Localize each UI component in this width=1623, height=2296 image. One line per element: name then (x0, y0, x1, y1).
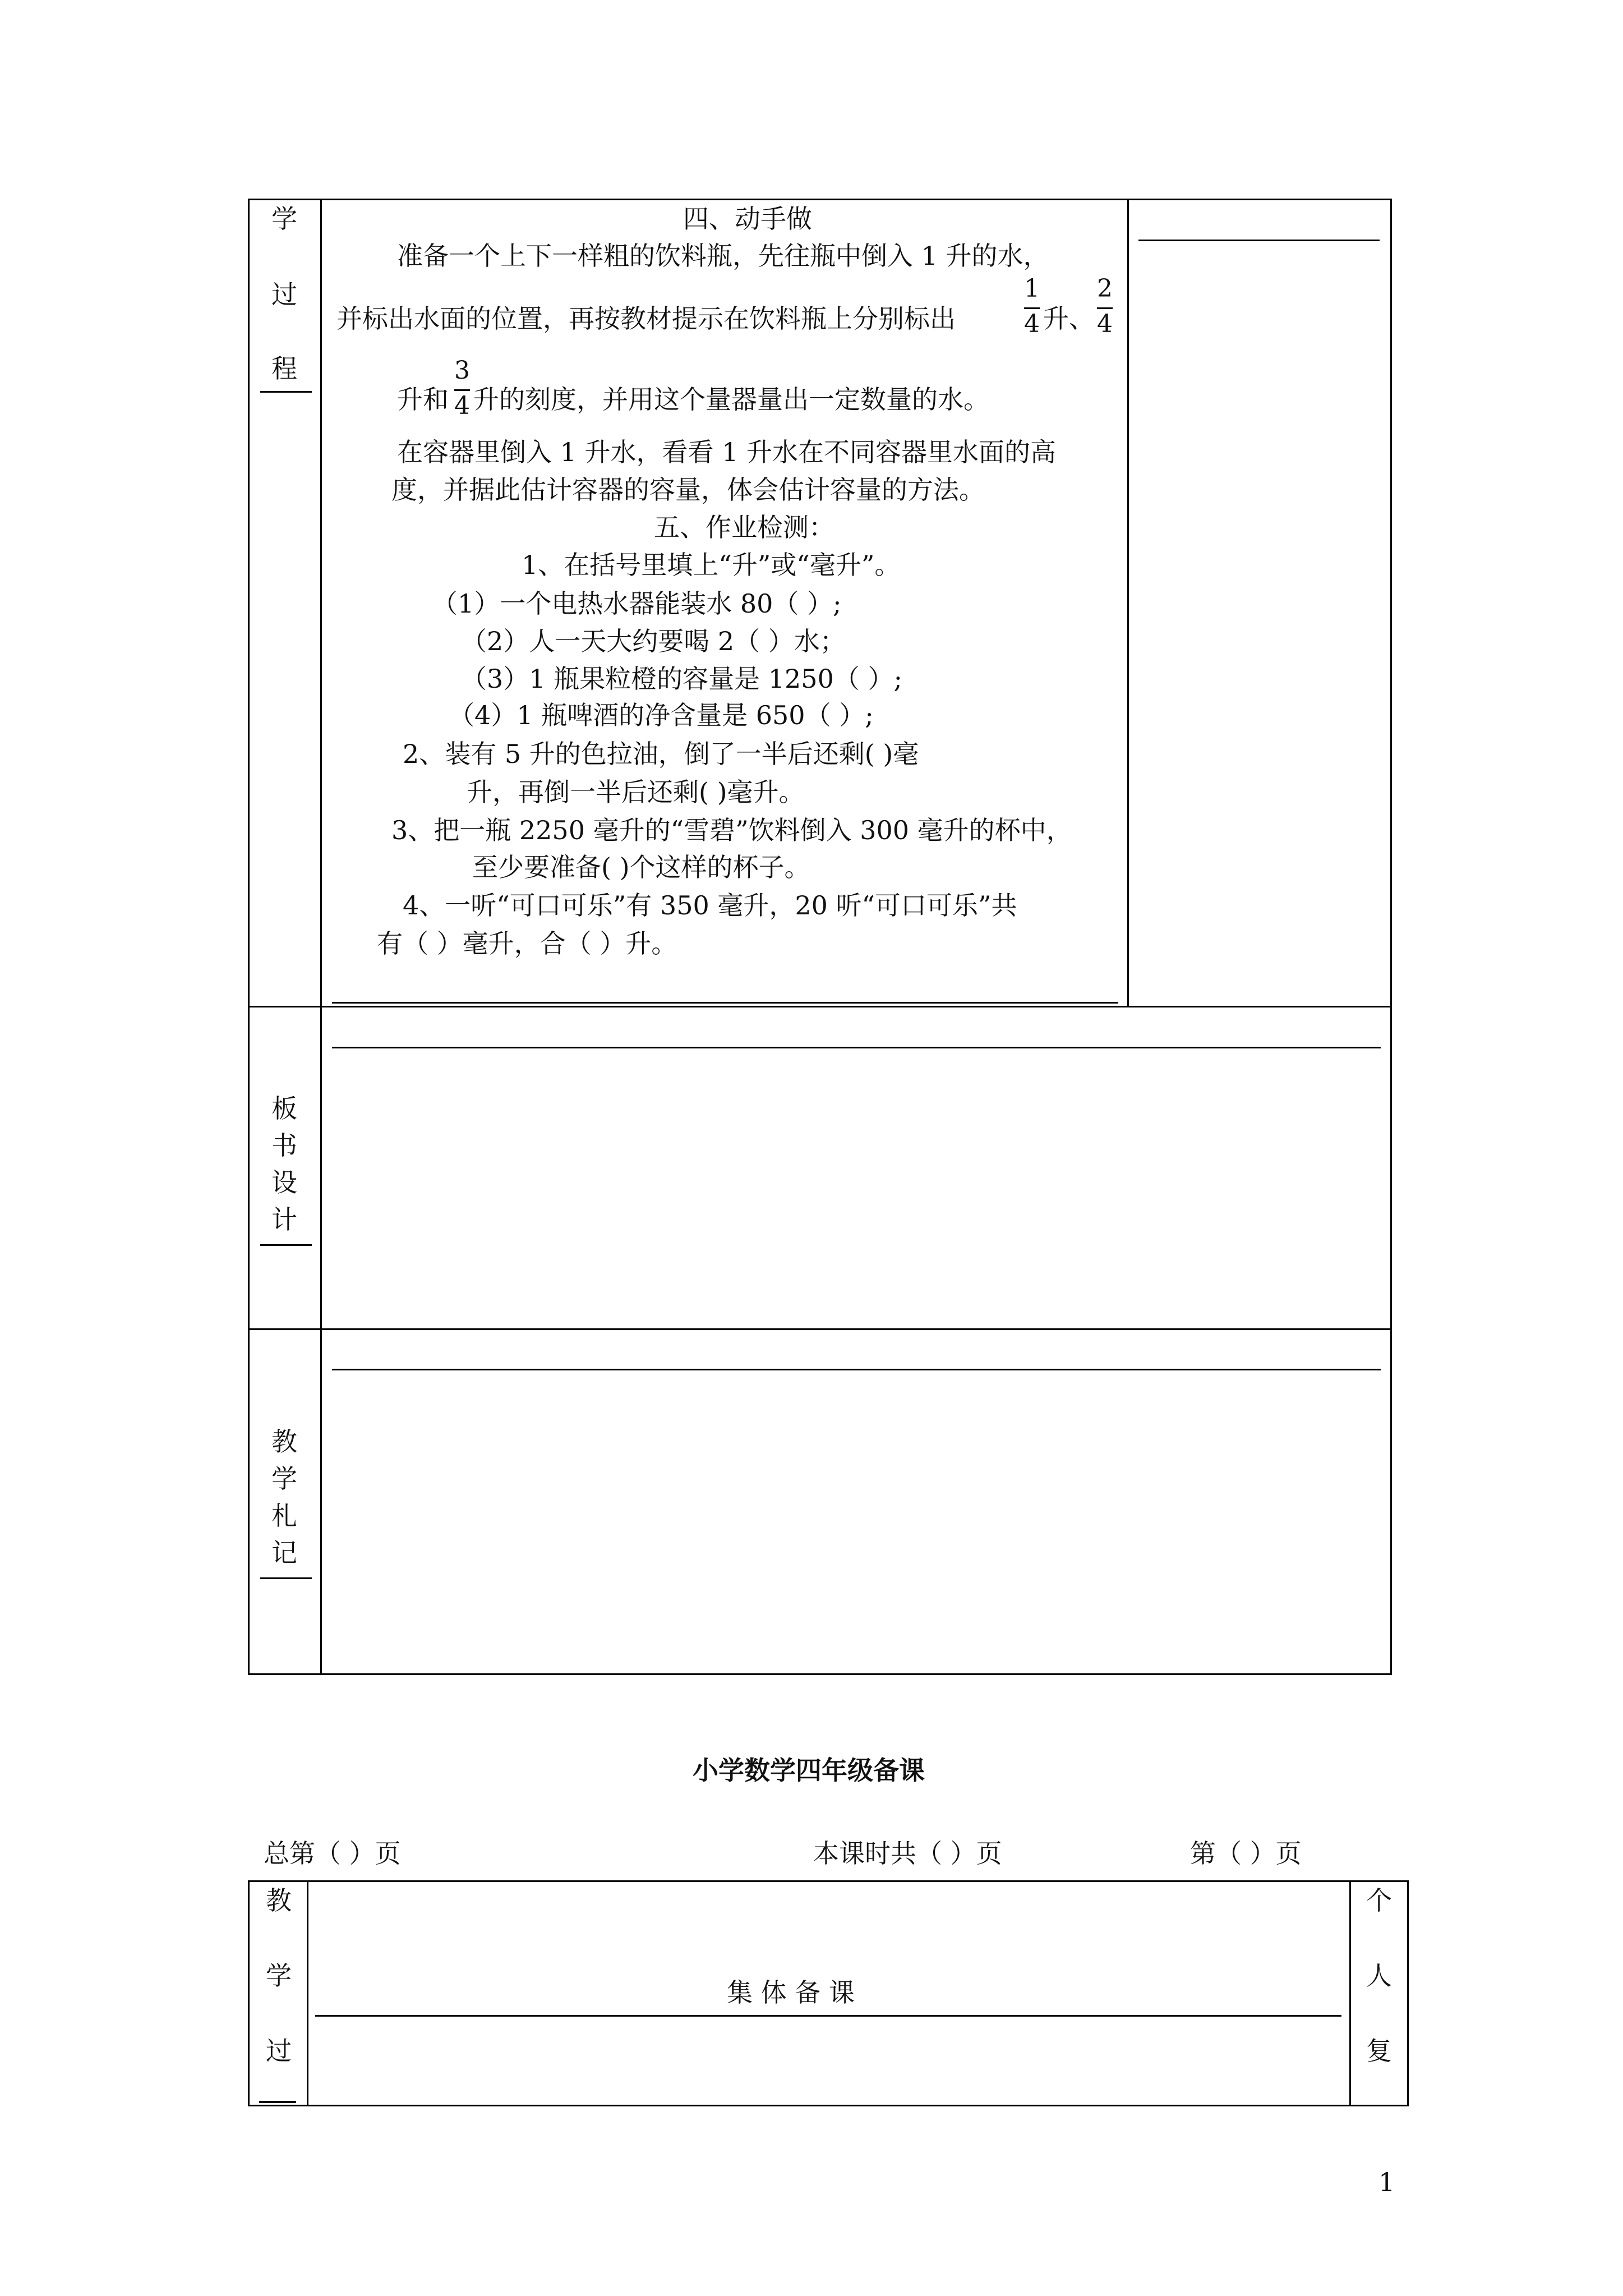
paragraph-line: 升和 (397, 384, 449, 415)
process-label-char: 过 (271, 279, 297, 310)
page-number-field: 第（ ）页 (1190, 1838, 1302, 1869)
fraction-three-quarters: 3 4 (454, 356, 470, 420)
teaching-process-label-char: 过 (266, 2036, 292, 2066)
personal-review-label-char: 复 (1366, 2036, 1392, 2066)
total-page-field: 总第（ ）页 (264, 1838, 401, 1869)
fraction-one-quarter: 1 4 (1024, 274, 1040, 338)
question-4-line: 有（ ）毫升，合（ ）升。 (377, 928, 677, 959)
section-title-homework: 五、作业检测： (654, 512, 834, 542)
paragraph-line: 升的刻度，并用这个量器量出一定数量的水。 (473, 384, 989, 415)
question-1-item: （4）1 瓶啤酒的净含量是 650（ ）; (449, 700, 874, 730)
paragraph-line: 并标出水面的位置，再按教材提示在饮料瓶上分别标出 (336, 303, 956, 334)
paragraph-line: 度，并据此估计容器的容量，体会估计容量的方法。 (391, 475, 985, 505)
personal-review-label-char: 人 (1366, 1961, 1392, 1991)
board-design-label-char: 书 (271, 1130, 297, 1161)
collective-prep-title: 集 体 备 课 (727, 1977, 855, 2008)
lesson-pages-field: 本课时共（ ）页 (813, 1838, 1002, 1869)
section-title-hands-on: 四、动手做 (683, 204, 812, 234)
board-design-label-char: 设 (271, 1167, 297, 1198)
label-underline (260, 1244, 312, 1246)
page-number: 1 (1378, 2167, 1395, 2197)
question-3-line: 3、把一瓶 2250 毫升的“雪碧”饮料倒入 300 毫升的杯中， (391, 815, 1072, 845)
unit-text: 升、 (1043, 303, 1095, 334)
process-label-char: 程 (271, 353, 297, 384)
question-2-line: 升，再倒一半后还剩( )毫升。 (467, 777, 805, 807)
page-heading: 小学数学四年级备课 (693, 1755, 925, 1786)
question-1-item: （1）一个电热水器能装水 80（ ）; (432, 588, 842, 619)
paragraph-line: 在容器里倒入 1 升水，看看 1 升水在不同容器里水面的高 (397, 437, 1057, 467)
process-label-char: 学 (271, 204, 297, 234)
question-2-line: 2、装有 5 升的色拉油，倒了一半后还剩( )毫 (403, 739, 919, 769)
question-4-line: 4、一听“可口可乐”有 350 毫升，20 听“可口可乐”共 (403, 890, 1017, 921)
label-underline (259, 2101, 296, 2103)
question-3-line: 至少要准备( )个这样的杯子。 (472, 852, 810, 882)
board-design-label-char: 板 (271, 1093, 297, 1124)
personal-review-label-char: 个 (1366, 1885, 1392, 1916)
paragraph-line: 准备一个上下一样粗的饮料瓶，先往瓶中倒入 1 升的水， (397, 241, 1049, 271)
content-rule (332, 1002, 1118, 1004)
label-underline (260, 1577, 312, 1579)
question-1-item: （2）人一天大约要喝 2（ ）水； (461, 626, 846, 656)
board-design-label-char: 计 (271, 1204, 297, 1235)
notes-rule (1138, 240, 1380, 241)
label-underline (260, 391, 312, 393)
collective-prep-rule (315, 2015, 1341, 2017)
teaching-notes-label-char: 记 (271, 1538, 297, 1568)
question-1-title: 1、在括号里填上“升”或“毫升”。 (522, 550, 901, 580)
fraction-two-quarters: 2 4 (1097, 274, 1113, 338)
teaching-process-label-char: 学 (266, 1961, 292, 1991)
teaching-notes-label-char: 教 (271, 1427, 297, 1457)
teaching-notes-label-char: 学 (271, 1464, 297, 1494)
board-rule (332, 1047, 1381, 1048)
teaching-notes-label-char: 札 (271, 1501, 297, 1531)
teaching-process-label-char: 教 (266, 1885, 292, 1916)
question-1-item: （3）1 瓶果粒橙的容量是 1250（ ）; (461, 664, 902, 694)
notes-section-rule (332, 1369, 1381, 1370)
